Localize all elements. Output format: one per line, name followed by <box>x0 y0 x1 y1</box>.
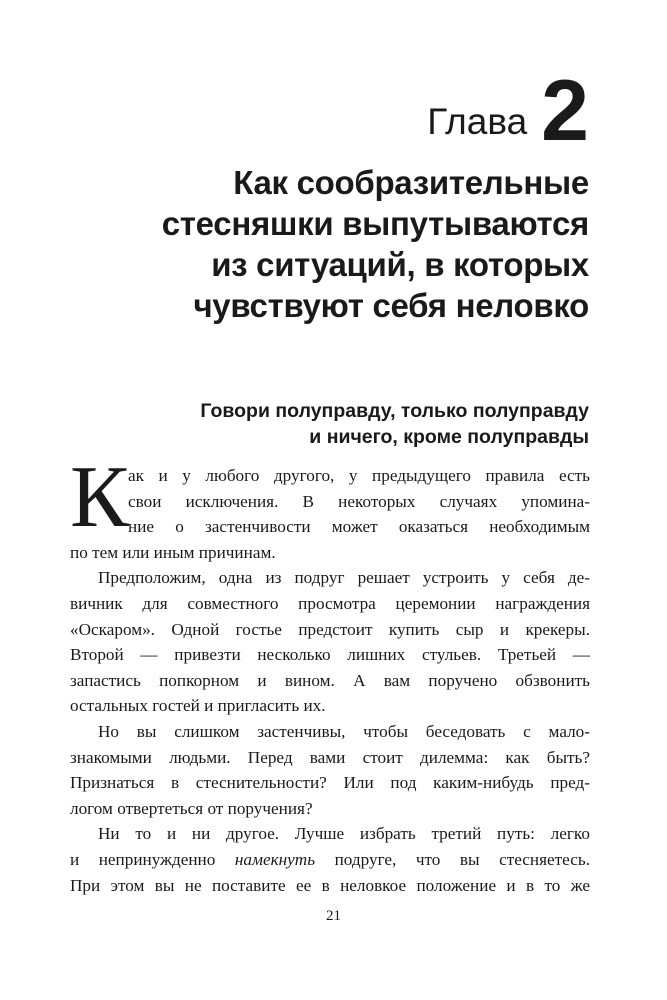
text-line: по тем или иным причинам. <box>70 542 276 562</box>
text-line <box>70 847 590 873</box>
text-line: ние о застенчивости может оказаться необходимым <box>128 517 590 537</box>
text-line: Ни то и ни другое. Лучше избрать третий путь: легко <box>98 824 590 844</box>
text-line: свои исключения. В некоторых случаях упомина- <box>128 491 590 511</box>
text-line: ак и у любого другого, у предыдущего правила есть <box>128 466 590 485</box>
section-heading <box>109 398 589 450</box>
page-number: 21 <box>326 908 341 924</box>
text-line: остальных гостей и пригласить их. <box>70 696 326 716</box>
drop-cap: К <box>70 449 129 546</box>
chapter-number: 2 <box>541 62 589 159</box>
text-segment: подруге, что вы стесняетесь. <box>315 849 590 869</box>
text-line: Второй — привезти несколько лишних стульев. Третьей — <box>70 645 590 665</box>
text-line: Но вы слишком застенчивы, чтобы беседовать с мало- <box>98 721 590 741</box>
text-line: логом отвертеться от поручения? <box>70 798 313 818</box>
text-line: «Оскаром». Одной гостье предстоит купить сыр и крекеры. <box>70 619 590 639</box>
text-line: знакомыми людьми. Перед вами стоит дилемма: как быть? <box>70 747 590 767</box>
chapter-title-line: Как сообразительные <box>233 164 589 201</box>
emphasis-text: намекнуть <box>234 849 316 869</box>
section-heading-line: Говори полуправду, только полуправду <box>200 400 589 422</box>
text-line: запастись попкорном и вином. А вам поручено обзвонить <box>70 670 590 690</box>
text-line: Предположим, одна из подруг решает устроить у себя де- <box>98 568 590 588</box>
text-line: Признаться в стеснительности? Или под каким-нибудь пред- <box>70 773 590 793</box>
text-line: вичник для совместного просмотра церемонии награждения <box>70 593 590 613</box>
chapter-title-line: из ситуаций, в которых <box>211 246 589 283</box>
section-heading-line: и ничего, кроме полуправды <box>309 426 589 448</box>
chapter-word: Глава <box>427 101 528 142</box>
chapter-label <box>427 62 589 159</box>
chapter-title-line: стесняшки выпутываются <box>161 205 589 242</box>
chapter-title-line: чувствуют себя неловко <box>193 287 589 324</box>
body-text <box>70 463 590 898</box>
text-line: При этом вы не поставите ее в неловкое положение и в то же <box>70 875 590 895</box>
chapter-title <box>69 162 589 326</box>
text-segment: и непринужденно <box>70 849 235 869</box>
